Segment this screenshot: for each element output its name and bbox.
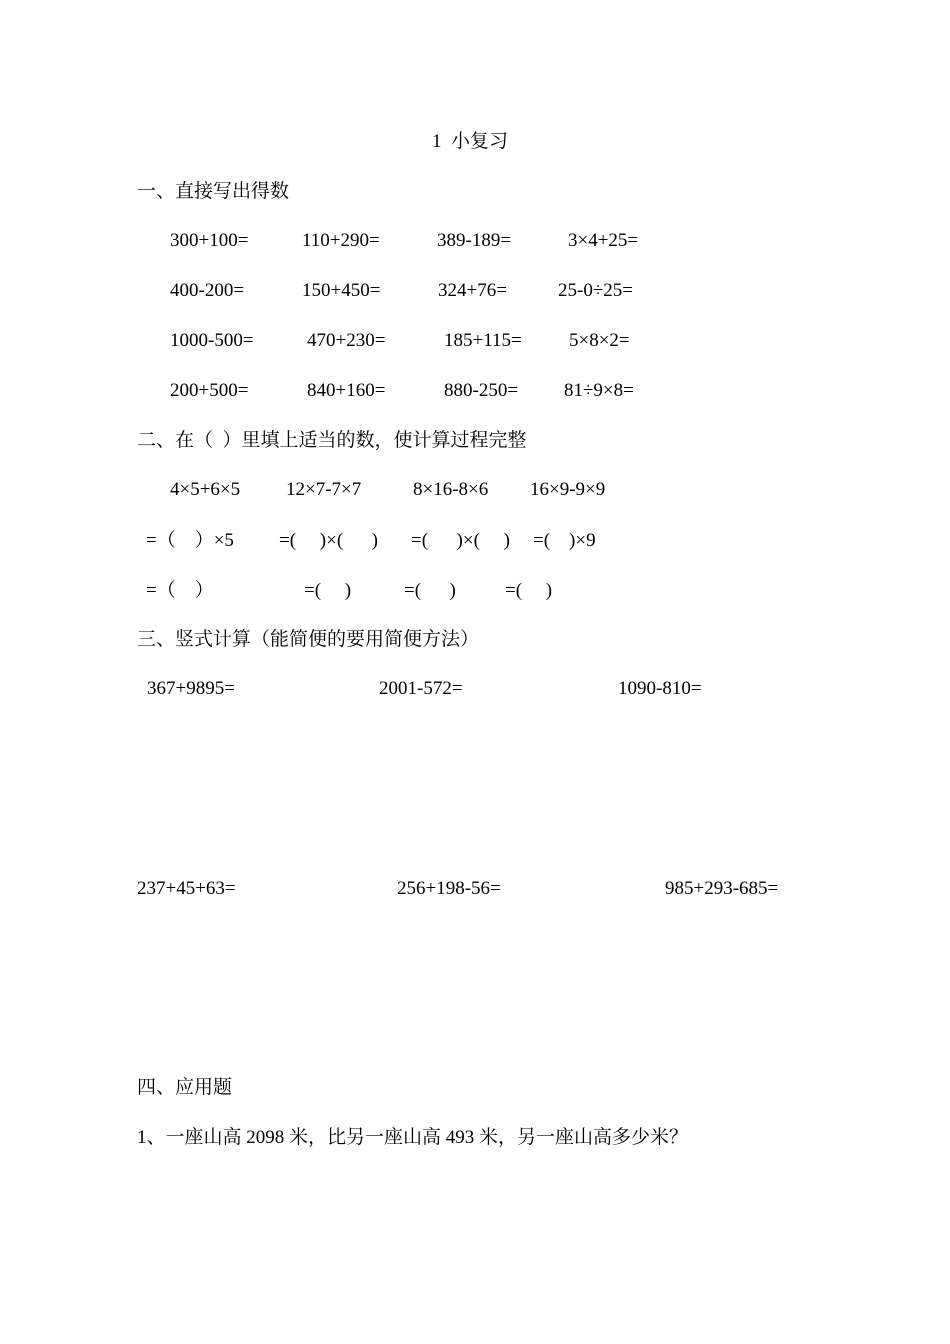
s1-r1-c1: 300+100= bbox=[170, 230, 249, 251]
s2-expr-4: 16×9-9×9 bbox=[530, 479, 606, 500]
s1-r4-c4: 81÷9×8= bbox=[564, 380, 634, 401]
s1-r2-c2: 150+450= bbox=[302, 280, 381, 301]
s1-r4-c2: 840+160= bbox=[307, 380, 386, 401]
s2-step1-1: =（ ）×5 bbox=[146, 530, 234, 551]
s2-step1-2: =( )×( ) bbox=[279, 530, 378, 551]
s1-r2-c4: 25-0÷25= bbox=[558, 280, 633, 301]
s2-step1-3: =( )×( ) bbox=[411, 530, 510, 551]
s2-step2-2: =( ) bbox=[304, 580, 352, 601]
s3-r1-c2: 2001-572= bbox=[379, 678, 463, 699]
s3-r2-c3: 985+293-685= bbox=[665, 878, 779, 899]
s1-r2-c3: 324+76= bbox=[438, 280, 507, 301]
section-2-heading: 二、在（ ）里填上适当的数，使计算过程完整 bbox=[137, 430, 527, 451]
s1-r2-c1: 400-200= bbox=[170, 280, 245, 301]
s2-step2-1: =（ ） bbox=[146, 580, 214, 601]
s2-step1-4: =( )×9 bbox=[533, 530, 596, 551]
s1-r3-c3: 185+115= bbox=[444, 330, 522, 351]
s3-r2-c1: 237+45+63= bbox=[137, 878, 236, 899]
s3-r1-c1: 367+9895= bbox=[147, 678, 235, 699]
s2-expr-2: 12×7-7×7 bbox=[286, 479, 362, 500]
section-1-heading: 一、直接写出得数 bbox=[137, 181, 290, 202]
s1-r4-c3: 880-250= bbox=[444, 380, 519, 401]
page-title: 1 小复习 bbox=[432, 131, 509, 152]
s2-step2-4: =( ) bbox=[505, 580, 553, 601]
s3-r2-c2: 256+198-56= bbox=[397, 878, 501, 899]
s1-r3-c4: 5×8×2= bbox=[569, 330, 630, 351]
s1-r1-c4: 3×4+25= bbox=[568, 230, 639, 251]
s4-question-1: 1、一座山高 2098 米，比另一座山高 493 米，另一座山高多少米？ bbox=[137, 1127, 689, 1148]
s2-expr-1: 4×5+6×5 bbox=[170, 479, 241, 500]
s1-r1-c2: 110+290= bbox=[302, 230, 380, 251]
section-3-heading: 三、竖式计算（能简便的要用简便方法） bbox=[137, 629, 480, 650]
s1-r1-c3: 389-189= bbox=[437, 230, 512, 251]
s1-r3-c2: 470+230= bbox=[307, 330, 386, 351]
s2-expr-3: 8×16-8×6 bbox=[413, 479, 489, 500]
s3-r1-c3: 1090-810= bbox=[618, 678, 702, 699]
section-4-heading: 四、应用题 bbox=[137, 1077, 233, 1098]
s1-r3-c1: 1000-500= bbox=[170, 330, 254, 351]
s1-r4-c1: 200+500= bbox=[170, 380, 249, 401]
s2-step2-3: =( ) bbox=[404, 580, 456, 601]
